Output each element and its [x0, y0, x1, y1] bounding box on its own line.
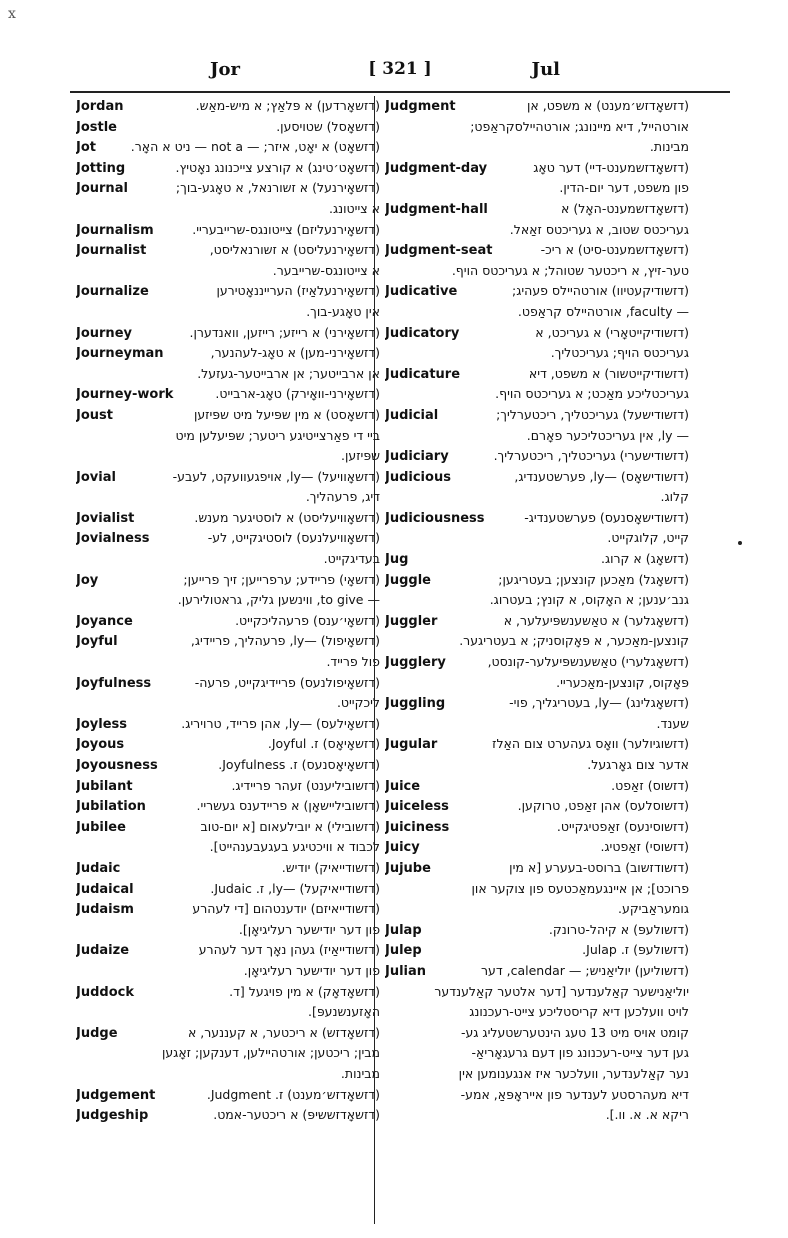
definition-text: (דזשוליען) יוליאַניש; — calendar, דער	[480, 962, 689, 978]
entry-line	[385, 611, 689, 632]
entry-line	[385, 240, 689, 261]
definition-text: (דזשאָוויעלנעס) לוסטיגקייט, לע-	[207, 530, 380, 546]
definition-text: (דזשאָירנעלאַיז) הערייננאָטירען	[216, 283, 380, 299]
definition-text: גומעראַביקע.	[618, 901, 689, 917]
entry-line	[385, 323, 689, 344]
headword: Joyfulness	[76, 675, 152, 691]
definition-text: מבינות.	[340, 1065, 380, 1081]
entry-line	[76, 920, 380, 941]
entry-line	[385, 261, 689, 282]
definition-text: — faculty, אורטהיילס קראַפט.	[517, 303, 689, 319]
definition-text: נער קאַלענדער, וועלכער איז אנגענומען אין	[458, 1065, 689, 1081]
definition-text: (דזשאָדזש׳מענט) א משפט, אן	[526, 98, 689, 113]
headword: Judge	[76, 1025, 118, 1041]
definition-text: גנב׳ענען; א האָקוס, א קונץ; בעטרוג.	[489, 592, 689, 608]
entry-line	[385, 817, 689, 838]
entry-line	[76, 1064, 380, 1085]
headword: Jug	[385, 552, 409, 568]
headword: Juddock	[76, 984, 134, 1000]
definition-text: (דזשאָט) א יאָט, איזר; — not a — ניט א האָר.	[130, 139, 380, 155]
headword: Judgement	[76, 1087, 156, 1103]
entry-line	[385, 137, 689, 158]
definition-text: (דזשאָיפול) —ly, פרעהליך, פריידיג,	[190, 633, 380, 649]
entry-line	[76, 982, 380, 1003]
definition-text: טער-זיץ, א ריכטער שטוהל; א געריכטס הויף.	[451, 262, 689, 278]
headword: Juiciness	[385, 819, 450, 835]
definition-text: (דזשוס) זאַפט.	[611, 777, 689, 793]
entry-line	[76, 178, 380, 199]
entry-line	[385, 673, 689, 694]
headword: Juicy	[385, 840, 420, 856]
headword: Julep	[385, 943, 422, 959]
entry-line	[76, 570, 380, 591]
definition-text: האָזענשנעפּ].	[307, 1004, 380, 1020]
headword: Joust	[76, 407, 113, 423]
entry-line	[385, 405, 689, 426]
definition-text: מבינות.	[649, 139, 689, 155]
entry-line	[385, 446, 689, 467]
entry-line	[76, 302, 380, 323]
definition-text: קונצען-מאַכער, א פּאָקוסניק; א בעטריגער.	[459, 633, 689, 649]
definition-text: (דזשאָיפולנעס) פריידיגקייט, פרעה-	[194, 674, 380, 690]
entry-line	[76, 528, 380, 549]
entry-line	[385, 199, 689, 220]
definition-text: (דזשודישערי) געריכטליך, ריכטערליך.	[493, 448, 689, 464]
definition-text: (דזשאָגלער) א טאַשענשפּיעלער, א	[503, 612, 689, 628]
headword: Julap	[385, 922, 422, 938]
definition-text: דיא מעהרסטע לענדער פון אייראָפּאַ, אמע-	[460, 1086, 689, 1102]
entry-line	[76, 384, 380, 405]
entry-line	[385, 1023, 689, 1044]
entry-line	[76, 734, 380, 755]
entry-line	[76, 652, 380, 673]
entry-line	[76, 405, 380, 426]
headword: Judaical	[76, 881, 134, 897]
entry-line	[385, 1085, 689, 1106]
entry-line	[385, 549, 689, 570]
definition-text: (דזשאָדזש) א ריכטער, א קעננער, א	[187, 1024, 380, 1040]
definition-text: אדער צום גאָרגעל.	[587, 757, 689, 772]
definition-text: (דזשאָדזשמענט-האָל) א	[560, 200, 689, 216]
definition-text: לכבוד א וויכטיגע בעגעבענהייט].	[209, 839, 380, 855]
definition-text: קלוג.	[660, 489, 689, 505]
definition-text: ליכקייט.	[336, 695, 380, 711]
entry-line	[385, 178, 689, 199]
definition-text: (דזשודישאָס) —ly, פערשטענדיג,	[514, 468, 689, 484]
definition-text: (דזשולעפּ) ז. Julap.	[582, 942, 689, 958]
column-divider	[374, 96, 375, 1224]
headword: Journey-work	[76, 387, 174, 403]
entry-line	[76, 426, 380, 447]
definition-text: (דזשאָי׳ענס) פרעהליכקייט.	[235, 612, 380, 628]
entry-line	[385, 961, 689, 982]
entry-line	[385, 302, 689, 323]
entry-line	[385, 899, 689, 920]
definition-text: ריקא א. א. וו.].	[605, 1107, 689, 1123]
definition-text: (דזשודיקייטאָרי) א געריכט, א	[535, 324, 689, 340]
headword: Joyful	[76, 634, 118, 650]
entry-line	[76, 549, 380, 570]
entry-line	[76, 776, 380, 797]
headword: Journalize	[76, 284, 149, 300]
definition-text: פון דער יודישער רעליגיאָן.	[243, 962, 380, 978]
headword: Jubilant	[76, 778, 133, 794]
headword: Jubilee	[76, 819, 126, 835]
definition-text: דיג, פרעהליך.	[305, 489, 380, 505]
definition-text: פון דער יודישער רעליגיאָן].	[238, 921, 380, 937]
entry-line	[76, 1085, 380, 1106]
definition-text: (דזשאָירנעליזם) צייטונגס-שרייבעריי.	[192, 221, 380, 237]
entry-line	[76, 590, 380, 611]
definition-text: (דזשובילי) א יובילעאום [א יום-טוב	[200, 818, 380, 834]
corner-mark: ⅹ	[8, 6, 16, 22]
entry-line	[76, 817, 380, 838]
headword: Judaize	[76, 943, 130, 959]
entry-line	[385, 776, 689, 797]
definition-text: געריכטס שטוב, א געריכטס זאַאל.	[509, 221, 689, 237]
headword: Journalist	[76, 243, 147, 259]
entry-line	[76, 1002, 380, 1023]
header-left-guideword: Jor	[210, 59, 241, 80]
definition-text: (דזשוביליענט) זעהר פריידיג.	[231, 777, 380, 793]
entry-line	[76, 261, 380, 282]
definition-text: (דזשוסי) זאַפטיג.	[600, 839, 689, 855]
definition-text: (דזשודיקעטיוו) אורטהיילס פעהיג;	[512, 283, 689, 299]
headword: Joyous	[76, 737, 125, 753]
right-column	[385, 96, 689, 1126]
definition-text: פּאָקוס, קונצען-מאַכעריי.	[556, 674, 689, 690]
entry-line	[385, 343, 689, 364]
definition-text: א צייטונגס-שרייבער.	[272, 262, 380, 278]
definition-text: (דזשאָגל) מאַכען קונצען; בעטריגען;	[498, 571, 689, 587]
header-right-guideword: Jul	[531, 59, 560, 80]
entry-line	[385, 879, 689, 900]
entry-line	[76, 343, 380, 364]
entry-line	[76, 879, 380, 900]
definition-text: (דזשאָירנעליסט) א זשורנאליסט,	[209, 242, 380, 258]
entry-line	[76, 858, 380, 879]
headword: Jugular	[385, 737, 438, 753]
definition-text: (דזשאָרדען) א פּלאַץ; א מיש-מאַש.	[195, 98, 380, 113]
entry-line	[76, 446, 380, 467]
entry-line	[385, 714, 689, 735]
margin-dot	[738, 541, 742, 545]
entry-line	[76, 508, 380, 529]
headword: Judicious	[385, 469, 451, 485]
entry-line	[76, 714, 380, 735]
entry-line	[76, 96, 380, 117]
headword: Judgment-hall	[385, 201, 488, 217]
entry-line	[76, 631, 380, 652]
headword: Juggle	[385, 572, 431, 588]
definition-text: (דזשאָט׳טינג) א קורצע צייכנונג נאָטיץ.	[175, 159, 380, 175]
entry-line	[385, 590, 689, 611]
headword: Judaic	[76, 860, 121, 876]
definition-text: (דזשודישעל) געריכטליך, ריכטערליך;	[496, 406, 689, 422]
headword: Joyance	[76, 613, 133, 629]
headword: Judicial	[385, 407, 439, 423]
definition-text: פול פרייד.	[326, 654, 380, 670]
entry-line	[76, 755, 380, 776]
headword: Jugglery	[385, 655, 446, 671]
definition-text: געריכטס הויף; געריכטליך.	[550, 345, 689, 361]
entry-line	[385, 631, 689, 652]
headword: Judicature	[385, 366, 461, 382]
headword: Judgment-seat	[385, 243, 493, 259]
entry-line	[385, 1105, 689, 1126]
entry-line	[385, 837, 689, 858]
definition-text: — ly, אין געריכטליכער פאָרם.	[526, 427, 689, 443]
entry-line	[385, 940, 689, 961]
definition-text: (דזשאָילעס) —ly, אהן פרייד, טרויריג.	[181, 715, 380, 731]
headword: Joyousness	[76, 758, 158, 773]
entry-line	[76, 961, 380, 982]
headword: Jovial	[76, 469, 116, 485]
headword: Jostle	[76, 119, 117, 135]
entry-line	[385, 487, 689, 508]
headword: Journeyman	[76, 346, 164, 362]
definition-text: (דזשודייאיזם) יודענטהום [די לעהרע	[192, 901, 380, 917]
definition-text: פרוכט]; אן איינגעמאַכטעס פון צוקער און	[471, 880, 689, 896]
entry-line	[76, 487, 380, 508]
headword: Jovialness	[76, 531, 150, 547]
entry-line	[76, 199, 380, 220]
entry-line	[385, 158, 689, 179]
definition-text: א צייטונג.	[329, 200, 380, 216]
headword: Judiciousness	[385, 510, 485, 526]
entry-line	[385, 755, 689, 776]
definition-text: (דזשאָדזששיפּ) א ריכטער-אמט.	[213, 1107, 380, 1123]
headword: Jovialist	[76, 510, 135, 526]
entry-line	[76, 158, 380, 179]
definition-text: (דזשאָוויעליסט) א לוסטיגער מענש.	[194, 509, 380, 525]
headword: Judgeship	[76, 1108, 149, 1124]
headword: Joyless	[76, 716, 127, 732]
entry-line	[76, 899, 380, 920]
entry-line	[385, 117, 689, 138]
entry-line	[385, 570, 689, 591]
entry-line	[385, 982, 689, 1003]
definition-text: (דזשאָי) פריידע; ערפרייען; זיך פרייען;	[183, 571, 380, 587]
entry-line	[76, 673, 380, 694]
entry-line	[385, 1043, 689, 1064]
definition-text: (דזשודישאָסנעס) פערשטענדיג-	[524, 509, 689, 525]
entry-line	[385, 693, 689, 714]
definition-text: (דזשאָגלערי) טאַשענשפּיעלער-קונסט,	[487, 654, 689, 670]
entry-line	[385, 96, 689, 117]
definition-text: (דזשוסינעס) זאַפטיגקייט.	[556, 818, 689, 834]
definition-text: (דזשאָג) א קרוג.	[600, 551, 689, 567]
headword: Jordan	[76, 99, 124, 114]
entry-line	[76, 137, 380, 158]
entry-line	[76, 220, 380, 241]
entry-line	[385, 508, 689, 529]
definition-text: (דזשאָיאָס) ז. Joyful.	[267, 736, 380, 752]
definition-text: שפּיזען.	[341, 448, 380, 464]
definition-text: אין טאָגע-בוך.	[306, 303, 380, 319]
definition-text: (דזשאָוויעל) —ly, אויפגעוועקט, לעבע-	[172, 468, 380, 484]
definition-text: קומט אויס מיט 13 טעג הינטערשטעליג גע-	[460, 1024, 689, 1040]
entry-line	[385, 796, 689, 817]
definition-text: (דזשאָירני) א רייזע; רייזען, וואנדערן.	[189, 324, 380, 340]
entry-line	[385, 528, 689, 549]
headword: Julian	[385, 963, 427, 979]
page-header	[70, 55, 730, 93]
definition-text: (דזשאָירני-מען) א טאָג-לעהנער,	[210, 345, 380, 361]
entry-line	[76, 1043, 380, 1064]
entry-line	[76, 1023, 380, 1044]
definition-text: (דזשאָירנעל) א זשורנאל, א טאָגע-בוך;	[175, 180, 380, 196]
definition-text: גען דער צייט-רעכנונג פון דעם גרעגאָריאַ-	[471, 1045, 689, 1061]
entry-line	[385, 1002, 689, 1023]
page-number: [ 321 ]	[368, 59, 432, 79]
headword: Judaism	[76, 902, 134, 918]
definition-text: (דזשאָסל) שטויסען.	[276, 118, 380, 134]
left-column	[76, 96, 380, 1126]
definition-text: (דזשודייאַיז) געהן נאָך דער לעהרע	[198, 942, 380, 958]
headword: Judicative	[385, 284, 458, 300]
headword: Journey	[76, 325, 132, 341]
headword: Journalism	[76, 222, 154, 238]
definition-text: (דזשולעפּ) א קיהל-טרונק.	[548, 921, 689, 937]
definition-text: ביי די פאַרצייטיגע ריטער; שפּיעלען מיט	[175, 427, 380, 443]
definition-text: שענד.	[656, 715, 689, 731]
entry-line	[76, 364, 380, 385]
entry-line	[76, 796, 380, 817]
definition-text: יוליאַנישער קאַלענדער [דער אלטער קאַלענדער	[434, 983, 689, 999]
entry-line	[385, 652, 689, 673]
entry-line	[76, 611, 380, 632]
entry-line	[385, 858, 689, 879]
definition-text: בעדיגקייט.	[323, 551, 380, 567]
headword: Juggling	[385, 696, 446, 712]
definition-text: (דזשוגיולער) וואָס געהערט צום האַלז	[492, 736, 689, 752]
entry-line	[76, 837, 380, 858]
definition-text: פון משפט, דער יום-הדין.	[559, 180, 689, 196]
headword: Jubilation	[76, 799, 146, 815]
entry-line	[76, 323, 380, 344]
headword: Judgment-day	[385, 160, 488, 176]
entry-line	[76, 1105, 380, 1126]
definition-text: קייט, קלוגקייט.	[607, 530, 689, 546]
entry-line	[76, 467, 380, 488]
entry-line	[385, 364, 689, 385]
definition-text: אורטהייל, דיא מיינונג; אורטהיילסקראַפט;	[470, 118, 689, 134]
entry-line	[76, 240, 380, 261]
entry-line	[385, 920, 689, 941]
entry-line	[76, 281, 380, 302]
headword: Juggler	[385, 613, 438, 629]
entry-line	[76, 693, 380, 714]
entry-line	[76, 117, 380, 138]
definition-text: געריכטליכע מאַכט; א געריכטס הויף.	[495, 386, 689, 402]
definition-text: מבין; ריכטען; אורטהיילען, דענקען; זאָגען	[161, 1045, 380, 1061]
entry-line	[385, 281, 689, 302]
definition-text: (דזשוביליישאָן) א פריידענס געשריי.	[196, 798, 380, 814]
headword: Jot	[76, 140, 96, 156]
headword: Judicatory	[385, 325, 460, 341]
entry-line	[76, 940, 380, 961]
definition-text: (דזשאָסט) א מין שפּיעל מיט שפּיזען	[193, 406, 380, 422]
definition-text: אן ארבייטער; אן ארבייטער-געזעל.	[197, 365, 380, 381]
definition-text: (דזשודזשוב) ברוסט-בעערע [א מין	[509, 859, 689, 875]
definition-text: (דזשודייאיקעל) —ly, ז. Judaic.	[210, 880, 380, 896]
definition-text: (דזשודיקייטשור) א משפט, דיא	[528, 365, 689, 381]
entry-line	[385, 384, 689, 405]
entry-line	[385, 734, 689, 755]
definition-text: (דזשאָיאָסנעס) ז. Joyfulness.	[218, 757, 380, 772]
definition-text: לויט וועלכען דיא קריסטליכע צייט-רעכנונג	[469, 1004, 689, 1020]
entry-line	[385, 1064, 689, 1085]
definition-text: — to give, ווינשען גליק, גראטולירען.	[177, 592, 380, 608]
headword: Judiciary	[385, 449, 449, 465]
definition-text: (דזשודייאיק) יודיש.	[281, 859, 380, 875]
headword: Journal	[76, 181, 128, 197]
entry-line	[385, 467, 689, 488]
definition-text: (דזשאָירני-וואָירק) טאָג-ארבייט.	[215, 386, 380, 402]
definition-text: (דזשוסלעס) אהן זאַפט, טרוקען.	[517, 798, 689, 814]
headword: Jujube	[385, 860, 431, 876]
definition-text: (דזשאָגלינג) —ly, בעטריגליך, פוי-	[509, 695, 689, 711]
headword: Joy	[76, 572, 99, 588]
headword: Juiceless	[385, 799, 449, 815]
headword: Juice	[385, 778, 421, 794]
definition-text: (דזשאָדזש׳מענט) ז. Judgment.	[206, 1086, 380, 1102]
entry-line	[385, 220, 689, 241]
headword: Jotting	[76, 160, 126, 176]
entry-line	[385, 426, 689, 447]
definition-text: (דזשאָדזשמענט-דיי) דער טאָג	[533, 159, 689, 175]
headword: Judgment	[385, 99, 456, 114]
definition-text: (דזשאָדאָק) א מין פויגעל [ד.	[229, 983, 380, 999]
definition-text: (דזשאָדזשמענט-סיט) א ריכ-	[540, 242, 689, 258]
